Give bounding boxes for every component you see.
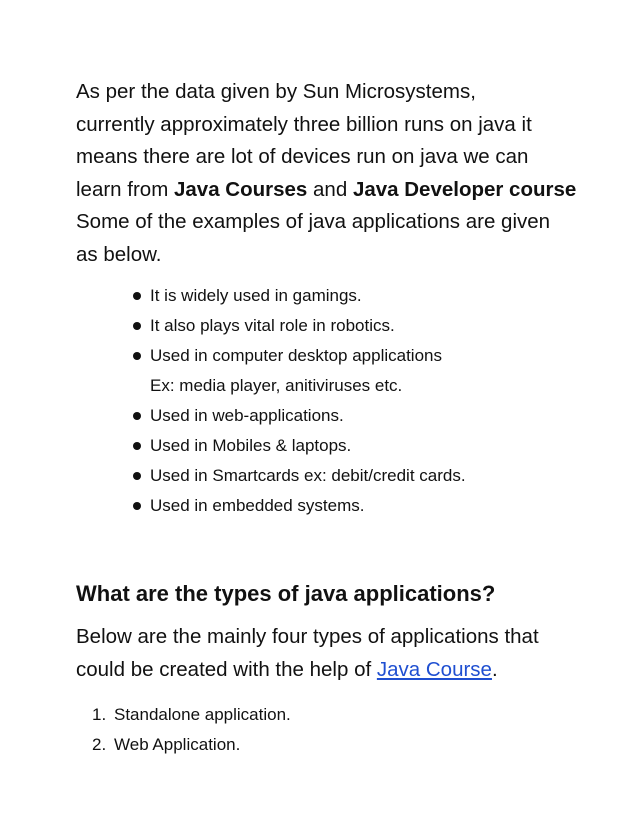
list-item-text: Used in computer desktop applications [150,346,442,365]
list-item [92,730,578,760]
section-paragraph [76,621,578,686]
intro-line: means there are lot of devices run on java we can [76,145,529,168]
java-developer-course-bold: Java Developer course [352,177,577,201]
bullet-icon [133,472,141,480]
java-courses-bold: Java Courses [173,177,308,201]
list-item [133,461,578,491]
bullet-icon [133,412,141,420]
java-course-link[interactable]: Java Course [376,657,492,681]
bullet-icon [133,322,141,330]
intro-text: and [307,177,353,201]
list-item-text: Used in embedded systems. [150,496,365,515]
bullet-icon [133,502,141,510]
list-item-continuation: Ex: media player, anitiviruses etc. [150,376,403,395]
list-item [92,700,578,730]
intro-line: currently approximately three billion runs on java it [76,112,532,136]
list-item-text: Used in Mobiles & laptops. [150,436,352,455]
bullet-icon [133,352,141,360]
section-text: . [491,657,498,681]
list-item-text: Standalone application. [114,705,291,724]
list-item [133,431,578,461]
list-item-text: It is widely used in gamings. [150,286,362,305]
intro-line [76,174,578,207]
list-item [133,341,578,401]
bullet-icon [133,442,141,450]
intro-line: Some of the examples of java applications are given [76,210,551,233]
list-item [133,311,578,341]
section-line: Below are the mainly four types of applications that [76,625,539,648]
application-types-list [76,700,578,760]
applications-bullet-list [76,281,578,521]
section-text: could be created with the help of [76,657,377,681]
intro-line: As per the data given by Sun Microsystems, [76,80,476,103]
list-number: 1. [92,705,107,724]
list-item-text: Used in Smartcards ex: debit/credit cards. [150,466,466,485]
list-item [133,491,578,521]
list-item [133,281,578,311]
section-line [76,654,578,687]
list-item-text: It also plays vital role in robotics. [150,316,395,335]
intro-text: learn from [76,177,174,201]
section-heading: What are the types of java applications? [76,581,496,606]
list-item-text: Used in web-applications. [150,406,344,425]
intro-line: as below. [76,242,162,266]
bullet-icon [133,292,141,300]
list-item-text: Web Application. [114,735,241,754]
intro-paragraph [76,76,578,271]
list-item [133,401,578,431]
list-number: 2. [92,735,107,754]
